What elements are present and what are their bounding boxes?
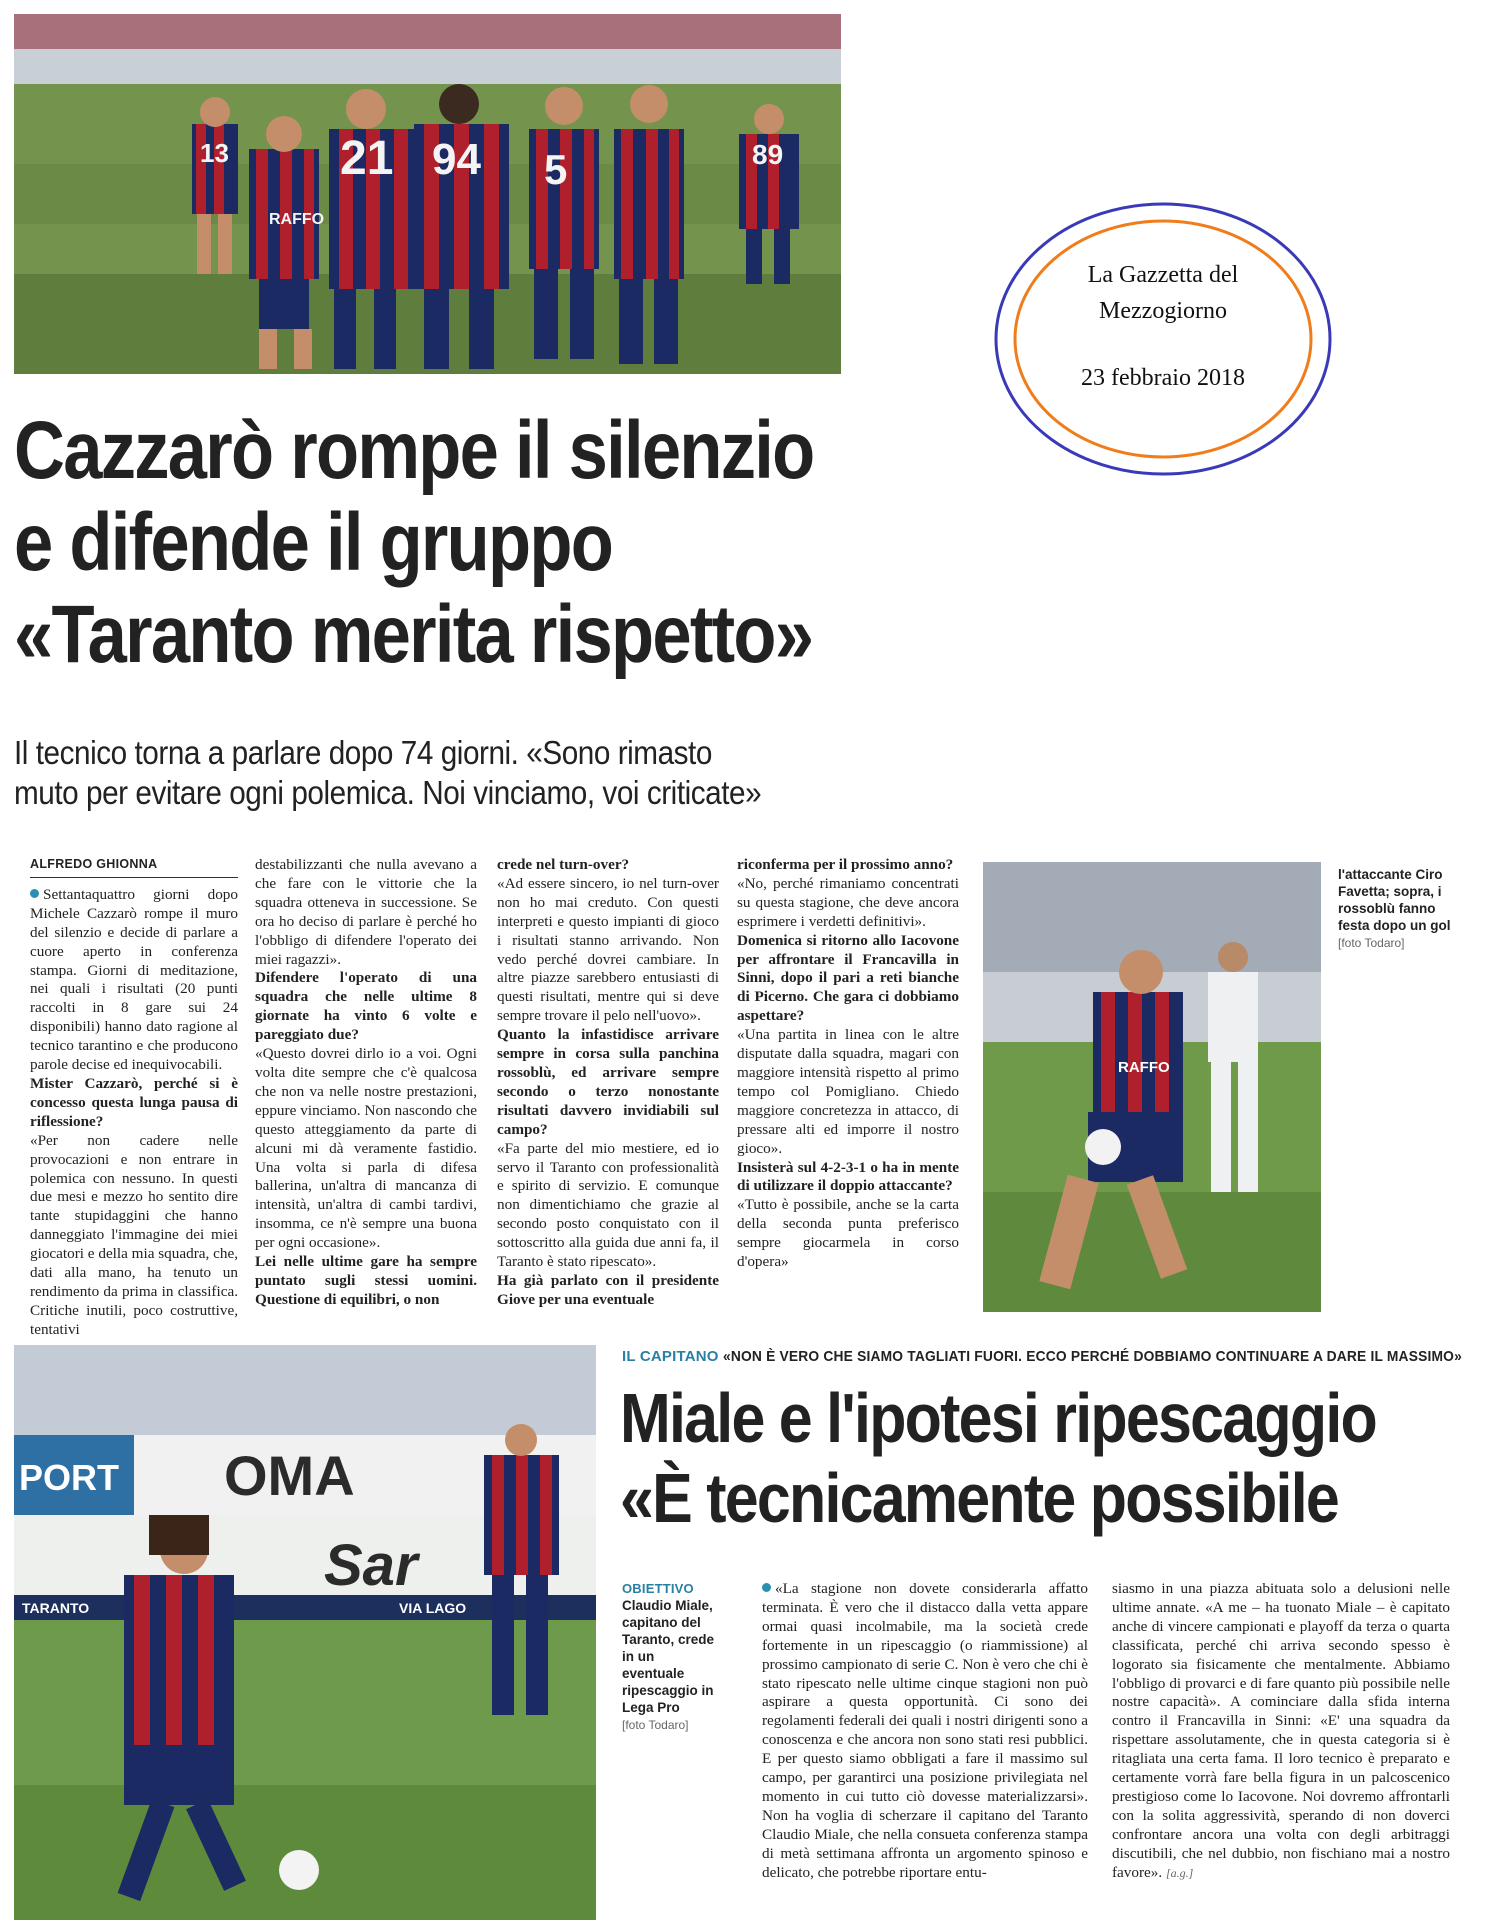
question: Insisterà sul 4-2-3-1 o ha in mente di utilizzare il doppio attaccante?: [737, 1158, 959, 1195]
headline-line1: Cazzarò rompe il silenzio: [14, 405, 814, 496]
article1-column-3: [497, 856, 719, 1310]
caption-text: Claudio Miale, capitano del Taranto, crede in un eventuale ripescaggio in Lega Pro: [622, 1598, 715, 1715]
subhead-line1: Il tecnico torna a parlare dopo 74 giorni. «Sono rimasto: [14, 734, 712, 771]
byline: ALFREDO GHIONNA: [30, 855, 238, 878]
shirt-number: 21: [340, 132, 394, 185]
board-text: VIA LAGO: [399, 1600, 467, 1616]
shirt-number: 5: [544, 146, 568, 193]
paragraph: «La stagione non dovete considerarla affatto terminata. È vero che il distacco dalla vetta appare ormai quasi incolmabile, ma la società crede fortemente in un ripescaggio (o riammissione) al prossimo campionato di serie C. Non è vero che chi è stato ripescato nelle ultime cinque stagioni non può aspirare a questa opportunità. Ci sono dei regolamenti federali dei quali i nostri dirigenti sono a conoscenza e che ancora non sono stati resi pubblici. E per questo siamo obbligati a fare il massimo sul campo, per garantirci una posizione privilegiata nel momento in cui tutto ciò dovesse materializzarsi». Non ha voglia di scherzare il capitano del Taranto Claudio Miale, che nella consueta conferenza stampa di metà settimana affronta un argomento spinoso e delicato, che potrebbe riportare entu-: [762, 1580, 1088, 1881]
bullet-dot-icon: [30, 889, 39, 898]
paragraph: «Fa parte del mio mestiere, ed io servo il Taranto con professionalità e spirito di servizio. E comunque non dimentichiamo che grazie al secondo posto conquistato con il sottoscritto alla guida due anni fa, il Taranto è stato ripescato».: [497, 1139, 719, 1271]
paragraph: «Tutto è possibile, anche se la carta della seconda punta preferisco sempre giocarmela in corso d'opera»: [737, 1196, 959, 1271]
stamp-ellipses: [993, 201, 1333, 477]
photo-credit: [foto Todaro]: [1338, 936, 1405, 950]
favetta-photo-caption: l'attaccante Ciro Favetta; sopra, i rossoblù fanno festa dopo un gol [foto Todaro]: [1338, 867, 1451, 950]
article2-column-2: [1112, 1580, 1450, 1883]
article1-column-1: [30, 855, 238, 1340]
question: Domenica si ritorno allo Iacovone per affrontare il Francavilla in Sinni, dopo il pari a reti bianche di Picerno. Che gara ci dobbiamo aspettare?: [737, 931, 959, 1025]
board-text: TARANTO: [22, 1600, 90, 1616]
shirt-number: 94: [432, 135, 481, 184]
paragraph: «Una partita in linea con le altre disputate dalla squadra, magari con maggiore intensità rispetto al primo tempo col Pomigliano. Chiedo maggiore concretezza in attacco, di pressare alti ed imporre il nostro gioco».: [737, 1026, 959, 1157]
paragraph: destabilizzanti che nulla avevano a che fare con le vittorie che la squadra otteneva in successione. Se ora ho deciso di parlare è perché ho l'obbligo di difendere l'operato dei miei ragazzi».: [255, 856, 477, 968]
paragraph: «No, perché rimaniamo concentrati su questa stagione, che deve ancora esprimere i verdetti definitivi».: [737, 874, 959, 930]
article2-column-1: [762, 1580, 1088, 1883]
question: Difendere l'operato di una squadra che nelle ultime 8 giornate ha vinto 6 volte e pareggiato due?: [255, 969, 477, 1044]
photo-credit: [foto Todaro]: [622, 1718, 689, 1732]
article2-kicker: [622, 1348, 1482, 1365]
subhead-line2: muto per evitare ogni polemica. Noi vinciamo, voi criticate»: [14, 774, 762, 811]
question: Mister Cazzarò, perché si è concesso questa lunga pausa di riflessione?: [30, 1074, 238, 1130]
question: riconferma per il prossimo anno?: [737, 856, 954, 873]
signature: [a.g.]: [1165, 1865, 1194, 1880]
board-text: Sar: [324, 1533, 418, 1598]
miale-photo-caption: [622, 1580, 718, 1734]
paragraph: «Questo dovrei dirlo io a voi. Ogni volta dite sempre che c'è qualcosa che non va nelle nostre prestazioni, eppure vinciamo. Non nascondo che questo atteggiamento da parte di alcuni mi dà veramente fastidio. Una volta si parla di difesa ballerina, un'altra di mancanza di intensità, un'altra di cambi tardivi, insomma, ce n'è sempre una buona per ogni occasione».: [255, 1045, 477, 1252]
shirt-sponsor: RAFFO: [1118, 1059, 1170, 1076]
kicker-tag: IL CAPITANO: [622, 1348, 719, 1365]
headline-line3: «Taranto merita rispetto»: [14, 589, 813, 680]
article1-subhead: [14, 733, 874, 813]
stamp-date: 23 febbraio 2018: [1081, 365, 1245, 391]
question: crede nel turn-over?: [497, 856, 630, 873]
paragraph: «Ad essere sincero, io nel turn-over non ho mai creduto. Con questi interpreti e questo impianti di gioco i risultati stanno arrivando. Non vedo perché dovrei cambiare. In altre piazze sarebbero entusiasti di questi risultati, mentre qui si deve sempre trovare il pelo nell'uovo».: [497, 874, 719, 1025]
paragraph: Settantaquattro giorni dopo Michele Cazzarò rompe il muro del silenzio e decide di parlare a cuore aperto in conferenza stampa. Giorni di meditazione, nei quali i risultati (20 punti raccolti in 8 gare sui 24 disponibili) hanno dato ragione al tecnico tarantino e che producono parole decise ed inequivocabili.: [30, 885, 238, 1074]
board-text: OMA: [224, 1444, 355, 1507]
favetta-action-photo: [983, 862, 1321, 1312]
caption-tag: OBIETTIVO: [622, 1581, 694, 1596]
board-text: PORT: [19, 1457, 120, 1498]
question: Quanto la infastidisce arrivare sempre in corsa sulla panchina rossoblù, ed arrivare sempre secondo o terzo nonostante risultati davvero invidiabili sul campo?: [497, 1026, 719, 1138]
article1-column-2: [255, 856, 477, 1310]
bullet-dot-icon: [762, 1583, 771, 1592]
team-celebration-photo: [14, 14, 841, 374]
headline-line1: Miale e l'ipotesi ripescaggio: [620, 1379, 1376, 1457]
headline-line2: «È tecnicamente possibile: [620, 1459, 1339, 1537]
shirt-number: 13: [200, 138, 229, 168]
article1-headline: [14, 405, 874, 681]
paragraph: siasmo in una piazza abituata solo a delusioni nelle ultime annate. «A me – ha tuonato Miale – è capitato anche di vincere campionati e playoff da terza o quarta classificata, perché chi arriva secondo spesso è logorato sia fisicamente che mentalmente. Abbiamo l'obbligo di provarci e di fare quanto più possibile nelle nostre capacità». A cominciare dalla sfida interna contro il Francavilla in Sinni: «E' una squadra da rispettare assolutamente, che in questa categoria si è ritagliata una certa fama. Il loro tecnico è preparato e certamente vorrà fare bella figura in un palcoscenico prestigioso come lo Iacovone. Noi dovremo affrontarli con la solita aggressività, sperando di non doverci confrontare ancora una volta con degli arbitraggi discutibili, che nel dubbio, non fischiano mai a nostro favore». [a.g.]: [1112, 1580, 1450, 1881]
miale-match-photo: [14, 1345, 596, 1920]
paragraph: «Per non cadere nelle provocazioni e non entrare in polemica con nessuno. In questi due mesi e mezzo ho sentito dire tante stupidaggini che hanno danneggiato l'immagine dei miei giocatori e della mia squadra, che, dati alla mano, ha tenuto un rendimento da prima in classifica. Critiche inutili, poco costruttive, tentativi: [30, 1131, 238, 1338]
shirt-sponsor: RAFFO: [269, 211, 325, 228]
shirt-number: 89: [752, 139, 784, 170]
newspaper-stamp: [993, 201, 1333, 477]
stamp-title-line2: Mezzogiorno: [1099, 298, 1227, 324]
question: Lei nelle ultime gare ha sempre puntato sugli stessi uomini. Questione di equilibri, o non: [255, 1253, 477, 1308]
article2-headline: [620, 1378, 1490, 1538]
kicker-text: «NON È VERO CHE SIAMO TAGLIATI FUORI. ECCO PERCHÉ DOBBIAMO CONTINUARE A DARE IL MASSIMO»: [723, 1348, 1462, 1365]
article1-column-4: [737, 856, 959, 1272]
headline-line2: e difende il gruppo: [14, 497, 613, 588]
question: Ha già parlato con il presidente Giove per una eventuale: [497, 1271, 719, 1308]
stamp-title-line1: La Gazzetta del: [1087, 262, 1239, 288]
